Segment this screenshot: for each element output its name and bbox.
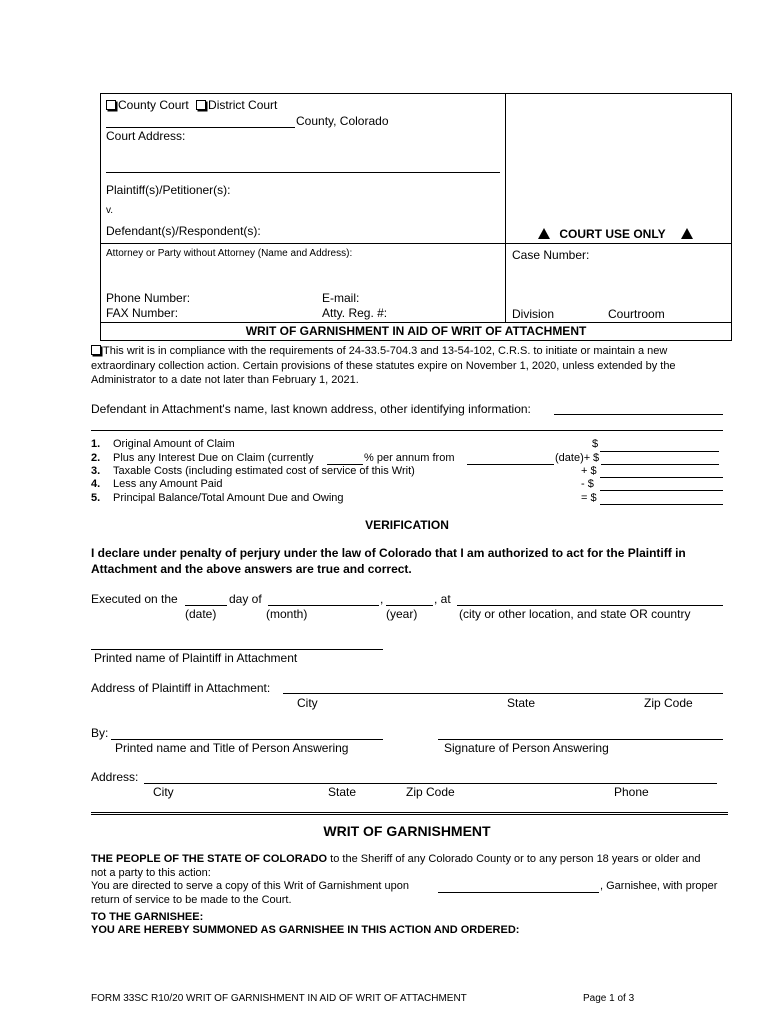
compliance-text-1: This writ is in compliance with the requirements of 24-33.5-704.3 and 13-54-102, C.R.S. to initiate or maintain a new <box>103 345 668 357</box>
county-name-field[interactable] <box>106 127 295 128</box>
year-caption: (year) <box>386 607 418 621</box>
verification-heading: VERIFICATION <box>365 518 449 532</box>
declaration-line-1: I declare under penalty of perjury under the law of Colorado that I am authorized to act for the Plaintiff in <box>91 546 686 560</box>
district-court-label: District Court <box>208 98 278 112</box>
court-use-only <box>538 227 693 241</box>
up-arrow-icon <box>538 228 550 239</box>
garnishee-name-field[interactable] <box>438 892 599 893</box>
district-court-checkbox[interactable] <box>196 100 206 110</box>
court-address-label: Court Address: <box>106 129 186 143</box>
declaration-line-2: Attachment and the above answers are true and correct. <box>91 562 412 576</box>
at-label: , at <box>434 592 451 606</box>
amount-field[interactable] <box>600 451 719 452</box>
people-rest: to the Sheriff of any Colorado County or to any person 18 years or older and <box>327 853 701 865</box>
section-divider <box>91 812 728 813</box>
section-divider <box>91 814 728 815</box>
amount-sign: - $ <box>581 478 594 490</box>
return-line: return of service to be made to the Court. <box>91 894 292 906</box>
executed-day-field[interactable] <box>185 605 227 606</box>
amount-num: 2. <box>91 452 101 464</box>
day-of-label: day of <box>229 592 262 606</box>
people-line <box>91 853 701 865</box>
amount-field[interactable] <box>601 464 719 465</box>
zip-caption-2: Zip Code <box>406 785 455 799</box>
city-caption: City <box>297 696 318 710</box>
compliance-line-3: Administrator to a date not later than February 1, 2021. <box>91 374 359 386</box>
compliance-line-1 <box>91 345 667 357</box>
writ-heading: WRIT OF GARNISHMENT <box>323 823 491 839</box>
amount-field[interactable] <box>600 477 723 478</box>
printed-title-field[interactable] <box>111 739 383 740</box>
defendant-info-field[interactable] <box>554 414 723 415</box>
printed-name-caption: Printed name of Plaintiff in Attachment <box>94 651 298 665</box>
to-garnishee: TO THE GARNISHEE: <box>91 911 204 923</box>
form-footer: FORM 33SC R10/20 WRIT OF GARNISHMENT IN AID OF WRIT OF ATTACHMENT <box>91 993 467 1004</box>
amount-sign: = $ <box>581 492 597 504</box>
summoned-line: YOU ARE HEREBY SUMMONED AS GARNISHEE IN THIS ACTION AND ORDERED: <box>91 924 520 936</box>
plaintiff-name-field[interactable] <box>91 649 383 650</box>
signature-field[interactable] <box>438 739 723 740</box>
amount-num: 5. <box>91 492 101 504</box>
not-party-line: not a party to this action: <box>91 867 211 879</box>
page-number: Page 1 of 3 <box>583 993 635 1004</box>
amount-label: Less any Amount Paid <box>113 478 223 490</box>
amount-num: 4. <box>91 478 101 490</box>
amount-sign: $ <box>592 438 599 450</box>
amount-label: Taxable Costs (including estimated cost of service of this Writ) <box>113 465 415 477</box>
city-caption-2: City <box>153 785 174 799</box>
printed-title-caption: Printed name and Title of Person Answering <box>115 741 349 755</box>
signature-caption: Signature of Person Answering <box>444 741 609 755</box>
interest-pct-label: % per annum from <box>364 452 455 464</box>
phone-caption: Phone <box>614 785 649 799</box>
atty-reg-label: Atty. Reg. #: <box>322 306 388 320</box>
defendant-info-label: Defendant in Attachment's name, last known address, other identifying information: <box>91 402 531 416</box>
attorney-label: Attorney or Party without Attorney (Name and Address): <box>106 248 353 259</box>
executed-on-label: Executed on the <box>91 592 178 606</box>
executed-year-field[interactable] <box>386 605 433 606</box>
document-title: WRIT OF GARNISHMENT IN AID OF WRIT OF ATTACHMENT <box>245 324 587 338</box>
plaintiff-address-field[interactable] <box>283 693 723 694</box>
zip-caption: Zip Code <box>644 696 693 710</box>
plaintiff-address-label: Address of Plaintiff in Attachment: <box>91 681 271 695</box>
amount-sign: + $ <box>581 465 597 477</box>
county-court-checkbox[interactable] <box>106 100 116 110</box>
state-caption-2: State <box>328 785 357 799</box>
up-arrow-icon <box>681 228 693 239</box>
directed-label: You are directed to serve a copy of this Writ of Garnishment upon <box>91 880 409 892</box>
defendants-label: Defendant(s)/Respondent(s): <box>106 224 261 238</box>
plaintiffs-label: Plaintiff(s)/Petitioner(s): <box>106 183 231 197</box>
county-court-label: County Court <box>118 98 189 112</box>
courtroom-label: Courtroom <box>608 307 665 321</box>
amount-field[interactable] <box>600 490 723 491</box>
amount-field[interactable] <box>600 504 723 505</box>
court-use-only-label: COURT USE ONLY <box>559 227 666 241</box>
case-number-label: Case Number: <box>512 248 590 262</box>
interest-date-label: (date)+ <box>555 452 591 464</box>
court-type-row <box>106 98 277 112</box>
amount-sign: $ <box>593 452 600 464</box>
amount-label: Plus any Interest Due on Claim (currently <box>113 452 314 464</box>
people-bold: THE PEOPLE OF THE STATE OF COLORADO <box>91 853 328 865</box>
address-field[interactable] <box>144 783 717 784</box>
email-label: E-mail: <box>322 291 360 305</box>
court-address-field[interactable] <box>106 172 500 173</box>
phone-label: Phone Number: <box>106 291 191 305</box>
compliance-line-2: extraordinary collection action. Certain provisions of these statutes expire on November 1, 2020, unless extended by the <box>91 360 676 372</box>
division-label: Division <box>512 307 555 321</box>
fax-label: FAX Number: <box>106 306 179 320</box>
by-label: By: <box>91 726 109 740</box>
amount-num: 1. <box>91 438 101 450</box>
comma-label: , <box>380 592 384 606</box>
amount-label: Original Amount of Claim <box>113 438 235 450</box>
county-colorado-label: County, Colorado <box>296 114 389 128</box>
versus-label: v. <box>106 205 114 216</box>
defendant-info-field-2[interactable] <box>91 430 723 431</box>
compliance-checkbox[interactable] <box>91 345 101 355</box>
executed-location-field[interactable] <box>457 605 723 606</box>
state-caption: State <box>507 696 536 710</box>
date-caption: (date) <box>185 607 217 621</box>
interest-date-field[interactable] <box>467 464 554 465</box>
month-caption: (month) <box>266 607 308 621</box>
amount-label: Principal Balance/Total Amount Due and Owing <box>113 492 344 504</box>
executed-month-field[interactable] <box>268 605 379 606</box>
location-caption: (city or other location, and state OR country <box>459 607 691 621</box>
garnishee-label: , Garnishee, with proper <box>600 880 718 892</box>
address-label: Address: <box>91 770 139 784</box>
amount-num: 3. <box>91 465 101 477</box>
